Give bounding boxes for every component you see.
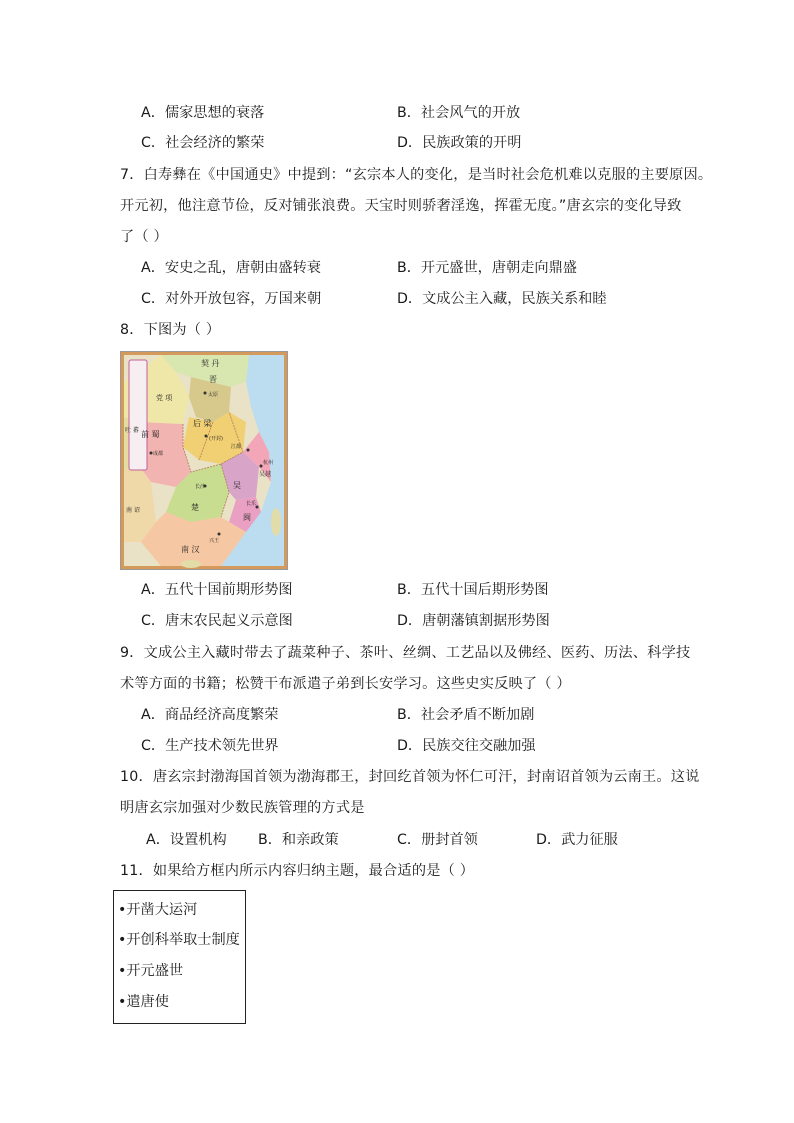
map-label-wu: 吴: [233, 481, 241, 490]
q11-content-box: [113, 890, 246, 1024]
q10-option-d[interactable]: D．武力征服: [536, 832, 618, 848]
q9-option-b[interactable]: B．社会矛盾不断加剧: [397, 707, 535, 723]
city-dot-kaifeng: [205, 435, 208, 438]
q6-option-c[interactable]: C．社会经济的繁荣: [141, 135, 265, 151]
map-label-taiyuan: 太原: [208, 392, 219, 398]
q7-option-d[interactable]: D．文成公主入藏，民族关系和睦: [397, 291, 607, 307]
map-label-changle: 长乐: [246, 501, 257, 507]
map-legend-box: [129, 360, 147, 470]
five-dynasties-map: [120, 351, 288, 570]
q10-stem-line-2: 明唐玄宗加强对少数民族管理的方式是: [120, 800, 365, 816]
q10-stem-line-1: 10．唐玄宗封渤海国首领为渤海郡王，封回纥首领为怀仁可汗，封南诏首领为云南王。这说: [120, 769, 700, 785]
q8-option-d[interactable]: D．唐朝藩镇割据形势图: [397, 613, 550, 629]
map-label-khitan: 契 丹: [201, 359, 220, 368]
map-label-chengdu: 成都: [153, 451, 164, 457]
map-label-houliang: 后 梁: [193, 419, 212, 428]
map-graphic: [121, 352, 287, 569]
city-dot-xingwang: [218, 533, 221, 536]
q10-option-a[interactable]: A．设置机构: [146, 832, 227, 848]
map-label-jin: 晋: [209, 375, 217, 384]
q7-option-b[interactable]: B．开元盛世，唐朝走向鼎盛: [397, 260, 577, 276]
q9-option-c[interactable]: C．生产技术领先世界: [141, 738, 279, 754]
q7-stem-line-1: 7．白寿彝在《中国通史》中提到：“玄宗本人的变化，是当时社会危机难以克服的主要原因。: [120, 167, 713, 183]
map-label-jiangdu: 江都: [231, 444, 242, 450]
map-label-changsha: 长沙: [195, 484, 206, 490]
map-label-kaifeng: (开封): [209, 436, 223, 442]
map-label-nanzhao: 南 诏: [126, 507, 140, 514]
map-label-chu: 楚: [191, 503, 199, 512]
map-label-xingwang: 兴王: [209, 538, 220, 544]
q10-option-c[interactable]: C．册封首领: [397, 832, 478, 848]
q9-option-a[interactable]: A．商品经济高度繁荣: [141, 707, 279, 723]
q6-option-b[interactable]: B．社会风气的开放: [397, 105, 521, 121]
map-label-wuyue: 吴越: [259, 471, 272, 478]
q7-option-c[interactable]: C．对外开放包容，万国来朝: [141, 291, 322, 307]
q11-box-item-4: •遣唐使: [118, 994, 169, 1010]
q9-stem-line-2: 术等方面的书籍；松赞干布派遣子弟到长安学习。这些史实反映了（ ）: [120, 676, 571, 692]
q11-box-item-1: •开凿大运河: [118, 902, 198, 918]
q11-box-item-3: •开元盛世: [118, 963, 184, 979]
map-label-dangxiang: 党 项: [156, 394, 173, 402]
map-label-nanhan: 南 汉: [181, 545, 200, 554]
hainan-island: [181, 560, 201, 568]
q6-option-a[interactable]: A．儒家思想的衰落: [141, 105, 265, 121]
q9-stem-line-1: 9．文成公主入藏时带去了蔬菜种子、茶叶、丝绸、工艺品以及佛经、医药、历法、科学技: [120, 645, 691, 661]
city-dot-taiyuan: [204, 392, 207, 395]
q7-stem-line-2: 开元初，他注意节俭，反对铺张浪费。天宝时则骄奢淫逸，挥霍无度。”唐玄宗的变化导致: [120, 198, 682, 214]
taiwan-island: [271, 508, 281, 536]
q9-option-d[interactable]: D．民族交往交融加强: [397, 738, 536, 754]
q7-stem-line-3: 了（ ）: [120, 229, 168, 245]
q10-option-b[interactable]: B．和亲政策: [258, 832, 339, 848]
q6-option-d[interactable]: D．民族政策的开明: [397, 135, 522, 151]
q7-option-a[interactable]: A．安史之乱，唐朝由盛转衰: [141, 260, 321, 276]
q8-stem: 8．下图为（ ）: [120, 322, 221, 338]
q8-option-c[interactable]: C．唐末农民起义示意图: [141, 613, 293, 629]
city-dot-jiangdu: [247, 449, 250, 452]
map-label-hangzhou: 杭州: [263, 460, 274, 466]
q8-option-b[interactable]: B．五代十国后期形势图: [397, 582, 549, 598]
q8-option-a[interactable]: A．五代十国前期形势图: [141, 582, 293, 598]
q11-box-item-2: •开创科举取士制度: [118, 932, 240, 948]
map-label-tubo: 吐 蕃: [125, 427, 139, 434]
q11-stem: 11．如果给方框内所示内容归纳主题，最合适的是（ ）: [120, 863, 475, 879]
map-label-qianshu: 前 蜀: [141, 430, 160, 439]
map-label-min: 闽: [243, 513, 251, 522]
